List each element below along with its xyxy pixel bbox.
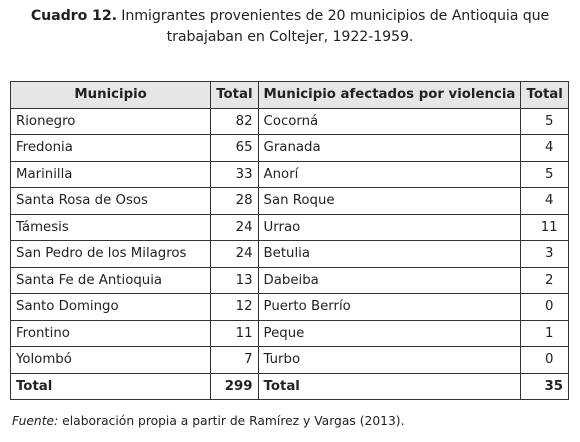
total-violencia-cell: 11 <box>521 214 569 241</box>
total-label-violencia: Total <box>258 373 521 400</box>
total-violencia-cell: 0 <box>521 294 569 321</box>
municipio-violencia-cell: Peque <box>258 320 521 347</box>
municipio-cell: Santa Rosa de Osos <box>11 188 211 215</box>
table-row <box>11 267 569 294</box>
table-row <box>11 161 569 188</box>
source-text: elaboración propia a partir de Ramírez y Vargas (2013). <box>58 414 405 428</box>
table-row <box>11 135 569 162</box>
municipio-cell: Yolombó <box>11 347 211 374</box>
total-cell: 24 <box>211 241 258 268</box>
table-row <box>11 108 569 135</box>
total-row <box>11 373 569 400</box>
header-row <box>11 82 569 109</box>
municipio-cell: San Pedro de los Milagros <box>11 241 211 268</box>
municipio-violencia-cell: Turbo <box>258 347 521 374</box>
source-note <box>12 414 405 428</box>
municipio-violencia-cell: Puerto Berrío <box>258 294 521 321</box>
header-total: Total <box>211 82 258 109</box>
table-caption <box>0 6 580 48</box>
caption-text-line2: trabajaban en Coltejer, 1922-1959. <box>166 29 414 45</box>
total-cell: 13 <box>211 267 258 294</box>
municipio-violencia-cell: Cocorná <box>258 108 521 135</box>
total-violencia-cell: 2 <box>521 267 569 294</box>
caption-label: Cuadro 12. <box>30 8 117 24</box>
municipio-violencia-cell: Anorí <box>258 161 521 188</box>
municipio-cell: Santo Domingo <box>11 294 211 321</box>
municipio-violencia-cell: Granada <box>258 135 521 162</box>
municipio-cell: Rionegro <box>11 108 211 135</box>
total-cell: 82 <box>211 108 258 135</box>
total-violencia-cell: 4 <box>521 135 569 162</box>
total-cell: 12 <box>211 294 258 321</box>
municipio-cell: Támesis <box>11 214 211 241</box>
municipio-violencia-cell: Betulia <box>258 241 521 268</box>
total-value-violencia: 35 <box>521 373 569 400</box>
table-row <box>11 294 569 321</box>
municipio-cell: Frontino <box>11 320 211 347</box>
table-row <box>11 320 569 347</box>
total-violencia-cell: 0 <box>521 347 569 374</box>
caption-text-line1: Inmigrantes provenientes de 20 municipios de Antioquia que <box>116 8 550 24</box>
table-row <box>11 214 569 241</box>
municipio-violencia-cell: San Roque <box>258 188 521 215</box>
municipio-violencia-cell: Urrao <box>258 214 521 241</box>
header-municipio-violencia: Municipio afectados por violencia <box>258 82 521 109</box>
total-label: Total <box>11 373 211 400</box>
municipio-violencia-cell: Dabeiba <box>258 267 521 294</box>
total-cell: 28 <box>211 188 258 215</box>
municipio-cell: Santa Fe de Antioquia <box>11 267 211 294</box>
municipio-cell: Marinilla <box>11 161 211 188</box>
table-row <box>11 241 569 268</box>
total-violencia-cell: 5 <box>521 108 569 135</box>
total-cell: 33 <box>211 161 258 188</box>
total-cell: 7 <box>211 347 258 374</box>
table-body <box>11 108 569 373</box>
table-row <box>11 347 569 374</box>
municipio-cell: Fredonia <box>11 135 211 162</box>
header-total-violencia: Total <box>521 82 569 109</box>
source-label: Fuente: <box>12 414 59 428</box>
total-violencia-cell: 4 <box>521 188 569 215</box>
header-municipio: Municipio <box>11 82 211 109</box>
data-table <box>10 81 569 400</box>
total-violencia-cell: 3 <box>521 241 569 268</box>
total-cell: 24 <box>211 214 258 241</box>
table-row <box>11 188 569 215</box>
total-violencia-cell: 5 <box>521 161 569 188</box>
total-cell: 65 <box>211 135 258 162</box>
total-cell: 11 <box>211 320 258 347</box>
total-value: 299 <box>211 373 258 400</box>
total-violencia-cell: 1 <box>521 320 569 347</box>
